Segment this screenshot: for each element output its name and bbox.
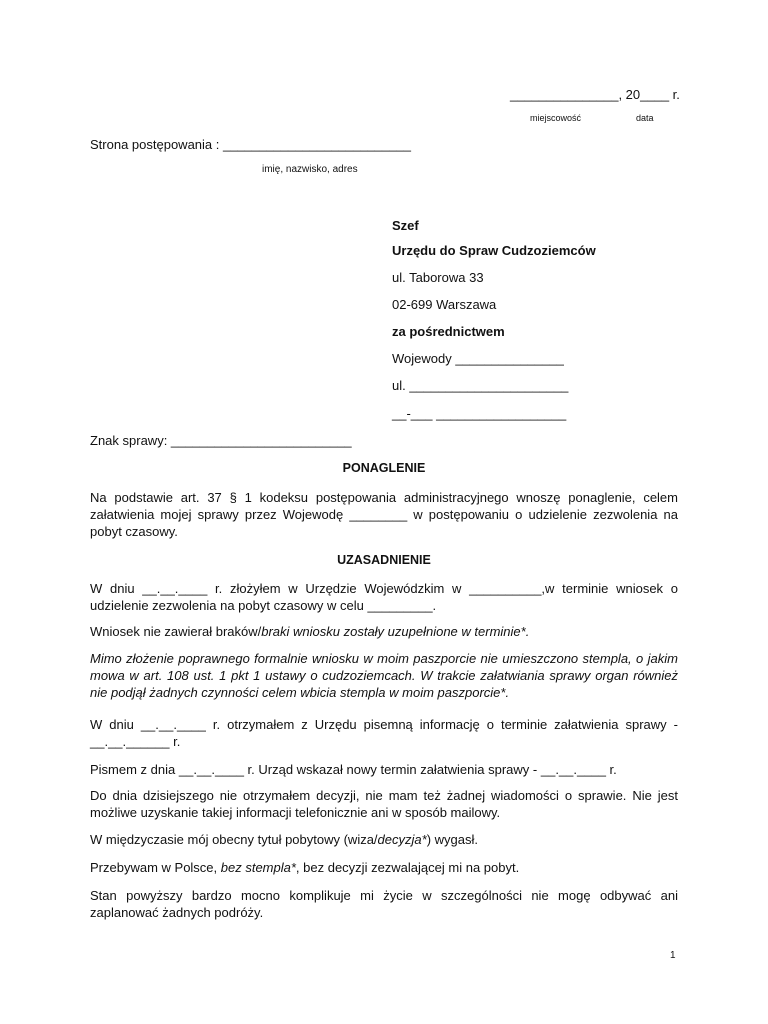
paragraph-6: Do dnia dzisiejszego nie otrzymałem decyzji, nie mam też żadnej wiadomości o sprawie. Nie jest możliwe uzyskanie takiej informacji telefonicznie ani w sposób mailowy. [90,788,678,820]
paragraph-1: W dniu __.__.____ r. złożyłem w Urzędzie Wojewódzkim w __________,w terminie wniosek o udzielenie zezwolenia na pobyt czasowy w celu _________. [90,581,678,613]
addressee-line-4: 02-699 Warszawa [392,297,497,312]
addressee-line-1: Szef [392,218,419,233]
page-number: 1 [670,950,676,961]
party-label: Strona postępowania : __________________________ [90,137,411,152]
paragraph-2 [90,623,678,640]
addressee-line-3: ul. Taborowa 33 [392,270,484,285]
party-sublabel: imię, nazwisko, adres [262,164,358,175]
paragraph-3: Mimo złożenie poprawnego formalnie wniosku w moim paszporcie nie umieszczono stempla, o jakim mowa w art. 108 ust. 1 pkt 1 ustawy o cudzoziemcach. W trakcie załatwiania sprawy organ również nie podjął żadnych czynności celem wbicia stempla w moim paszporcie*. [90,651,678,700]
addressee-line-5: za pośrednictwem [392,324,505,339]
intro-paragraph: Na podstawie art. 37 § 1 kodeksu postępowania administracyjnego wnoszę ponaglenie, celem załatwienia mojej sprawy przez Wojewodę ________ w postępowaniu o udzielenie zezwolenia na pobyt czasowy. [90,490,678,539]
paragraph-2-normal: Wniosek nie zawierał braków/ [90,624,262,639]
paragraph-7-b: decyzja* [377,832,427,847]
paragraph-7-a: W międzyczasie mój obecny tytuł pobytowy (wiza/ [90,832,378,847]
paragraph-8-b: bez stempla* [220,860,296,875]
paragraph-7-c: ) wygasł. [426,832,478,847]
addressee-line-8: __-___ __________________ [392,406,567,421]
place-label: miejscowość [530,113,582,123]
addressee-line-2: Urzędu do Spraw Cudzoziemców [392,243,596,258]
case-reference: Znak sprawy: _________________________ [90,433,352,448]
addressee-line-7: ul. ______________________ [392,378,569,393]
paragraph-9: Stan powyższy bardzo mocno komplikuje mi życie w szczególności nie mogę odbywać ani zaplanować żadnych podróży. [90,888,678,920]
paragraph-4: W dniu __.__.____ r. otrzymałem z Urzędu pisemną informację o terminie załatwienia sprawy - __.__.______ r. [90,717,678,749]
paragraph-2-italic: braki wniosku zostały uzupełnione w terminie*. [261,624,530,639]
justification-title: UZASADNIENIE [337,553,431,567]
document-title: PONAGLENIE [342,461,426,475]
date-label: data [636,113,654,123]
paragraph-7 [90,831,678,848]
paragraph-8 [90,859,678,876]
paragraph-8-c: , bez decyzji zezwalającej mi na pobyt. [295,860,520,875]
addressee-line-6: Wojewody _______________ [392,351,564,366]
place-date-line: _______________, 20____ r. [510,87,680,102]
paragraph-5: Pismem z dnia __.__.____ r. Urząd wskazał nowy termin załatwienia sprawy - __.__.____ r. [90,762,617,777]
paragraph-8-a: Przebywam w Polsce, [90,860,221,875]
